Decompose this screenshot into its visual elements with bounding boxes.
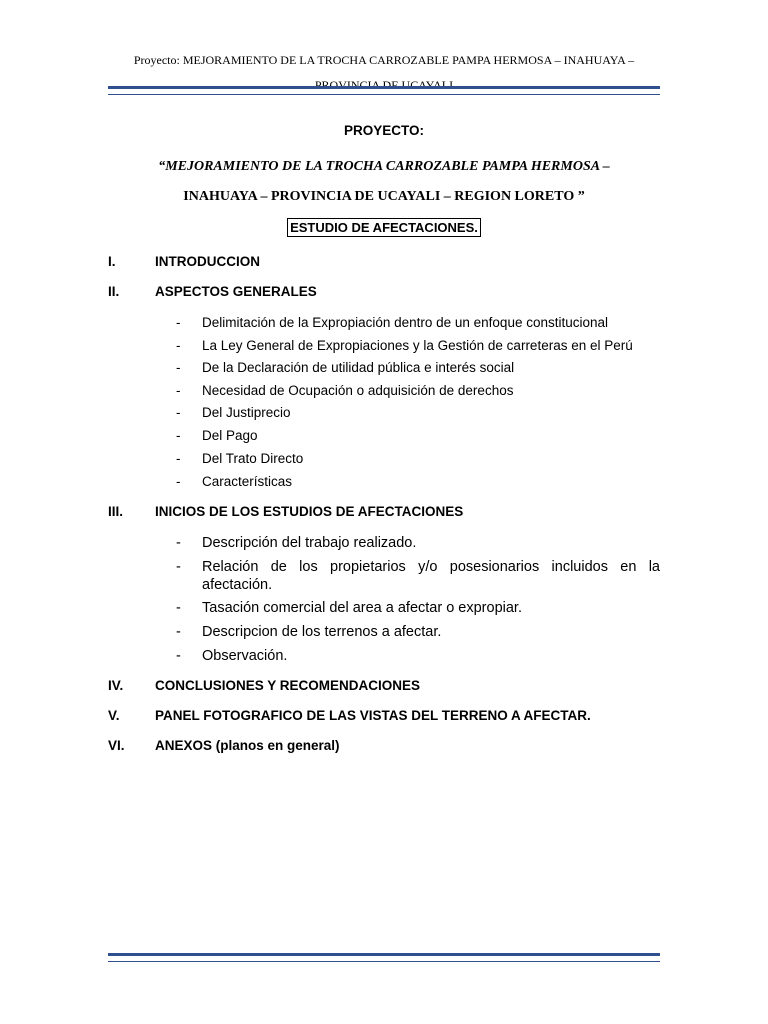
list-item-text: Delimitación de la Expropiación dentro de un enfoque constitucional [202,315,609,330]
section-title: PANEL FOTOGRAFICO DE LAS VISTAS DEL TERRENO A AFECTAR. [155,708,591,723]
header-rule [108,86,660,95]
section-number: III. [108,504,124,519]
list-item-text: Tasación comercial del area a afectar o expropiar. [202,600,522,616]
boxed-heading-wrap [108,218,660,237]
list-dash: - [176,405,181,420]
list-dash: - [176,315,181,330]
list-item-text: Necesidad de Ocupación o adquisición de derechos [202,383,514,398]
list-dash: - [176,428,181,443]
list-item-text: Del Pago [202,428,258,443]
header-line-1: Proyecto: MEJORAMIENTO DE LA TROCHA CARROZABLE PAMPA HERMOSA – INAHUAYA – [133,53,635,67]
list-item-text: La Ley General de Expropiaciones y la Gestión de carreteras en el Perú [202,338,633,353]
boxed-heading: ESTUDIO DE AFECTACIONES. [287,218,481,237]
list-item-text: Relación de los propietarios y/o posesionarios incluidos en la afectación. [202,559,660,593]
footer-rule [108,953,660,962]
section-title: INTRODUCCION [155,254,260,269]
list-dash: - [176,360,181,375]
project-title-line-2: INAHUAYA – PROVINCIA DE UCAYALI – REGION LORETO ” [183,189,585,204]
project-title [108,152,660,212]
section-title: CONCLUSIONES Y RECOMENDACIONES [155,678,421,693]
list-dash: - [176,383,181,398]
section-number: V. [108,708,120,723]
list-dash: - [176,338,181,353]
section-number: I. [108,254,116,269]
project-label: PROYECTO: [343,123,424,138]
list-dash: - [176,451,181,466]
list-dash: - [176,600,181,616]
list-dash: - [176,535,181,551]
section-title: ASPECTOS GENERALES [155,284,317,299]
header-line-2: PROVINCIA DE UCAYALI [314,78,454,92]
list-item-text: Descripción del trabajo realizado. [202,535,417,551]
list-item-text: De la Declaración de utilidad pública e interés social [202,360,515,375]
section-number: VI. [108,738,125,753]
list-dash: - [176,559,181,575]
project-title-line-1: “MEJORAMIENTO DE LA TROCHA CARROZABLE PAMPA HERMOSA – [158,159,610,174]
list-item-text: Del Justiprecio [202,405,291,420]
list-dash: - [176,474,181,489]
section-number: IV. [108,678,124,693]
section-title: ANEXOS (planos en general) [155,738,340,753]
list-dash: - [176,648,181,664]
list-item-text: Descripcion de los terrenos a afectar. [202,624,442,640]
list-item-text: Características [202,474,293,489]
list-dash: - [176,624,181,640]
list-item-text: Observación. [202,648,288,664]
section-number: II. [108,284,120,299]
list-item-text: Del Trato Directo [202,451,304,466]
section-title: INICIOS DE LOS ESTUDIOS DE AFECTACIONES [155,504,464,519]
